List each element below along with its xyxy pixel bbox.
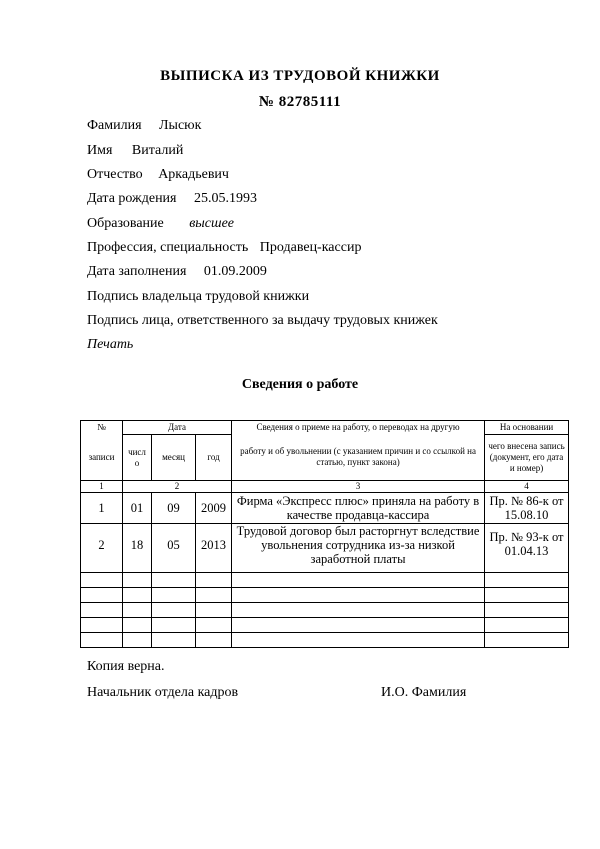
education-value: высшее — [189, 216, 235, 231]
row-day: 01 — [123, 493, 152, 524]
filled-date-value: 01.09.2009 — [203, 264, 267, 279]
work-section-title: Сведения о работе — [241, 377, 359, 392]
surname-label: Фамилия — [87, 118, 142, 133]
column-number: 2 — [123, 481, 232, 493]
header-date: Дата — [123, 421, 232, 435]
row-info: Фирма «Экспресс плюс» приняла на работу в качестве продавца-кассира — [232, 493, 485, 524]
signer-name: И.О. Фамилия — [381, 685, 467, 700]
row-no: 2 — [81, 524, 123, 573]
row-day: 18 — [123, 524, 152, 573]
field-profession — [87, 240, 361, 256]
table-header-row-top — [81, 421, 569, 435]
row-month: 09 — [152, 493, 196, 524]
row-info: Трудовой договор был расторгнут вследствие увольнения сотрудника из-за низкой заработной платы — [232, 524, 485, 573]
header-month: месяц — [152, 435, 196, 481]
signer-position: Начальник отдела кадров — [87, 685, 239, 700]
header-day: числ о — [123, 435, 152, 481]
header-info-top: Сведения о приеме на работу, о переводах на другую — [232, 421, 485, 435]
column-number-row — [81, 481, 569, 493]
row-basis: Пр. № 86-к от 15.08.10 — [485, 493, 569, 524]
document-title: ВЫПИСКА ИЗ ТРУДОВОЙ КНИЖКИ — [160, 68, 440, 84]
empty-row — [81, 588, 569, 603]
filled-date-label: Дата заполнения — [87, 264, 187, 279]
row-month: 05 — [152, 524, 196, 573]
column-number: 1 — [81, 481, 123, 493]
column-number: 3 — [232, 481, 485, 493]
empty-row — [81, 573, 569, 588]
owner-signature-label: Подпись владельца трудовой книжки — [87, 289, 310, 304]
header-basis-bottom: чего внесена запись (документ, его дата и номер) — [485, 435, 569, 481]
patronymic-label: Отчество — [87, 167, 143, 182]
table-row — [81, 524, 569, 573]
work-records-table — [80, 420, 569, 648]
header-basis-top: На основании — [485, 421, 569, 435]
header-no-top: № — [81, 421, 123, 435]
stamp-label: Печать — [87, 337, 134, 352]
field-name — [87, 143, 183, 159]
document-number: № 82785111 — [258, 94, 342, 110]
copy-note: Копия верна. — [87, 659, 165, 674]
empty-row — [81, 603, 569, 618]
birthdate-value: 25.05.1993 — [194, 191, 257, 206]
header-no-bottom: записи — [81, 435, 123, 481]
table-header-row-bottom — [81, 435, 569, 481]
profession-value: Продавец-кассир — [259, 240, 362, 255]
empty-row — [81, 618, 569, 633]
profession-label: Профессия, специальность — [87, 240, 249, 255]
row-basis: Пр. № 93-к от 01.04.13 — [485, 524, 569, 573]
patronymic-value: Аркадьевич — [158, 167, 229, 182]
surname-value: Лысюк — [159, 118, 202, 133]
table-row — [81, 493, 569, 524]
name-value: Виталий — [131, 143, 184, 158]
field-filled-date — [87, 264, 267, 280]
field-patronymic — [87, 167, 229, 183]
column-number: 4 — [485, 481, 569, 493]
responsible-signature-label: Подпись лица, ответственного за выдачу трудовых книжек — [87, 313, 438, 328]
empty-row — [81, 633, 569, 648]
row-year: 2013 — [196, 524, 232, 573]
education-label: Образование — [87, 216, 164, 231]
field-surname — [87, 118, 201, 134]
row-year: 2009 — [196, 493, 232, 524]
field-birthdate — [87, 191, 257, 207]
header-year: год — [196, 435, 232, 481]
name-label: Имя — [87, 143, 113, 158]
row-no: 1 — [81, 493, 123, 524]
field-education — [87, 216, 234, 232]
header-info-bottom: работу и об увольнении (с указанием причин и со ссылкой на статью, пункт закона) — [232, 435, 485, 481]
birthdate-label: Дата рождения — [87, 191, 177, 206]
